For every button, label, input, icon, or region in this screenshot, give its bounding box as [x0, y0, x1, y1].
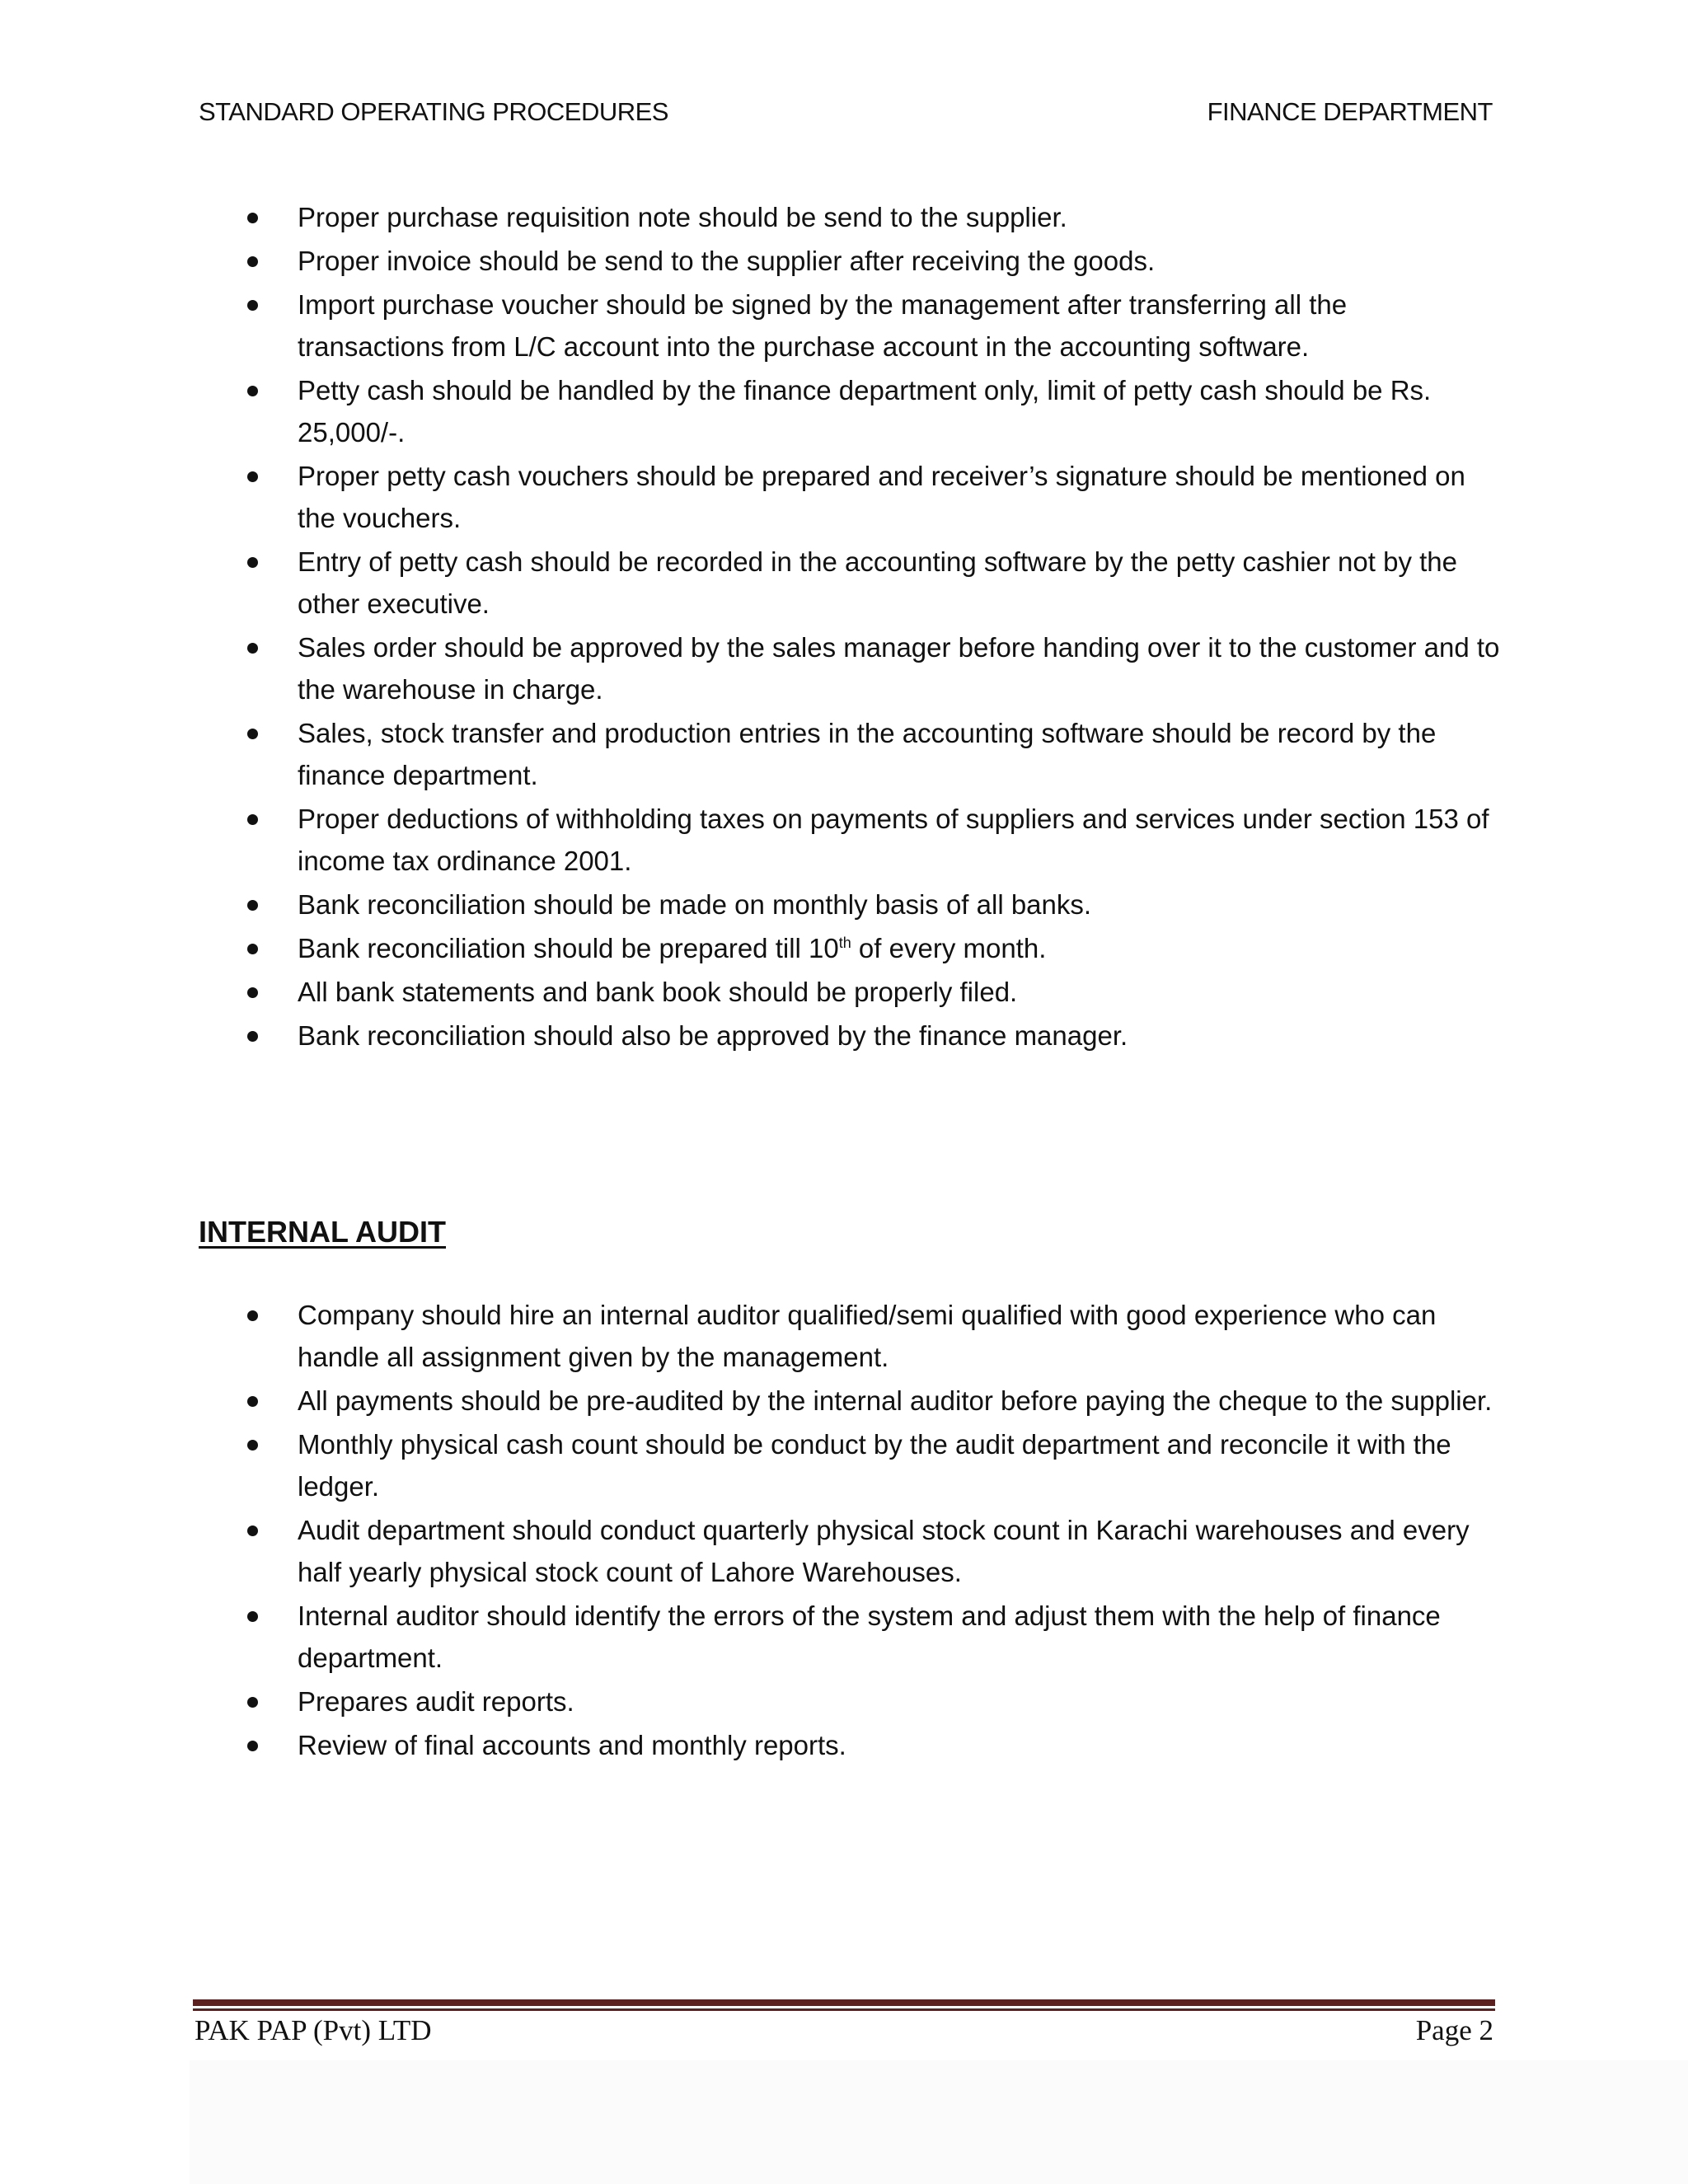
list-item: Monthly physical cash count should be conduct by the audit department and reconcile it with the ledger. — [199, 1423, 1501, 1507]
bullet-icon — [247, 729, 258, 739]
list-item: Review of final accounts and monthly reports. — [199, 1724, 1501, 1766]
list-item: Sales, stock transfer and production entries in the accounting software should be record by the finance department. — [199, 712, 1501, 796]
page-header — [199, 97, 1493, 127]
bullet-icon — [247, 1440, 258, 1451]
bullet-icon — [247, 1526, 258, 1536]
list-item: Bank reconciliation should be prepared till 10th of every month. — [199, 927, 1501, 969]
page-footer — [195, 2014, 1493, 2047]
list-item: Prepares audit reports. — [199, 1680, 1501, 1722]
list-item: Bank reconciliation should be made on monthly basis of all banks. — [199, 883, 1501, 926]
bullet-icon — [247, 944, 258, 954]
header-document-title: STANDARD OPERATING PROCEDURES — [199, 97, 668, 126]
internal-audit-list — [199, 1294, 1501, 1768]
bullet-icon — [247, 557, 258, 568]
ordinal-suffix: th — [838, 935, 851, 951]
bullet-icon — [247, 900, 258, 911]
bullet-icon — [247, 987, 258, 998]
list-item: Proper deductions of withholding taxes on payments of suppliers and services under section 153 of income tax ordinance 2001. — [199, 798, 1501, 882]
bullet-icon — [247, 1697, 258, 1708]
list-item: Sales order should be approved by the sales manager before handing over it to the customer and to the warehouse in charge. — [199, 626, 1501, 710]
bullet-icon — [247, 1031, 258, 1042]
list-item: Internal auditor should identify the errors of the system and adjust them with the help of finance department. — [199, 1595, 1501, 1679]
header-department: FINANCE DEPARTMENT — [1207, 97, 1493, 126]
bullet-icon — [247, 1611, 258, 1622]
bullet-icon — [247, 814, 258, 825]
bullet-icon — [247, 1396, 258, 1407]
footer-company-name: PAK PAP (Pvt) LTD — [195, 2014, 432, 2046]
list-item: Petty cash should be handled by the finance department only, limit of petty cash should be Rs. 25,000/-. — [199, 369, 1501, 453]
finance-procedures-list — [199, 196, 1501, 1058]
list-item: All bank statements and bank book should be properly filed. — [199, 971, 1501, 1013]
bullet-icon — [247, 300, 258, 311]
bullet-icon — [247, 1310, 258, 1321]
section-heading-internal-audit: INTERNAL AUDIT — [199, 1215, 446, 1249]
page-bottom-shade — [190, 2060, 1688, 2184]
bullet-icon — [247, 1741, 258, 1751]
bullet-icon — [247, 256, 258, 267]
list-item: All payments should be pre-audited by the internal auditor before paying the cheque to the supplier. — [199, 1380, 1501, 1422]
bullet-icon — [247, 213, 258, 223]
list-item: Entry of petty cash should be recorded in the accounting software by the petty cashier not by the other executive. — [199, 541, 1501, 625]
footer-page-number: Page 2 — [1415, 2014, 1493, 2046]
footer-divider-thin — [193, 2008, 1495, 2011]
bullet-icon — [247, 386, 258, 396]
list-item: Company should hire an internal auditor qualified/semi qualified with good experience who can handle all assignment given by the management. — [199, 1294, 1501, 1378]
bullet-icon — [247, 471, 258, 482]
list-item: Audit department should conduct quarterly physical stock count in Karachi warehouses and every half yearly physical stock count of Lahore Warehouses. — [199, 1509, 1501, 1593]
bullet-icon — [247, 643, 258, 654]
list-item: Proper petty cash vouchers should be prepared and receiver’s signature should be mentioned on the vouchers. — [199, 455, 1501, 539]
list-item: Import purchase voucher should be signed by the management after transferring all the transactions from L/C account into the purchase account in the accounting software. — [199, 284, 1501, 368]
list-item: Proper purchase requisition note should be send to the supplier. — [199, 196, 1501, 238]
footer-divider — [193, 1999, 1495, 2011]
list-item: Bank reconciliation should also be approved by the finance manager. — [199, 1015, 1501, 1057]
footer-divider-thick — [193, 1999, 1495, 2006]
list-item: Proper invoice should be send to the supplier after receiving the goods. — [199, 240, 1501, 282]
